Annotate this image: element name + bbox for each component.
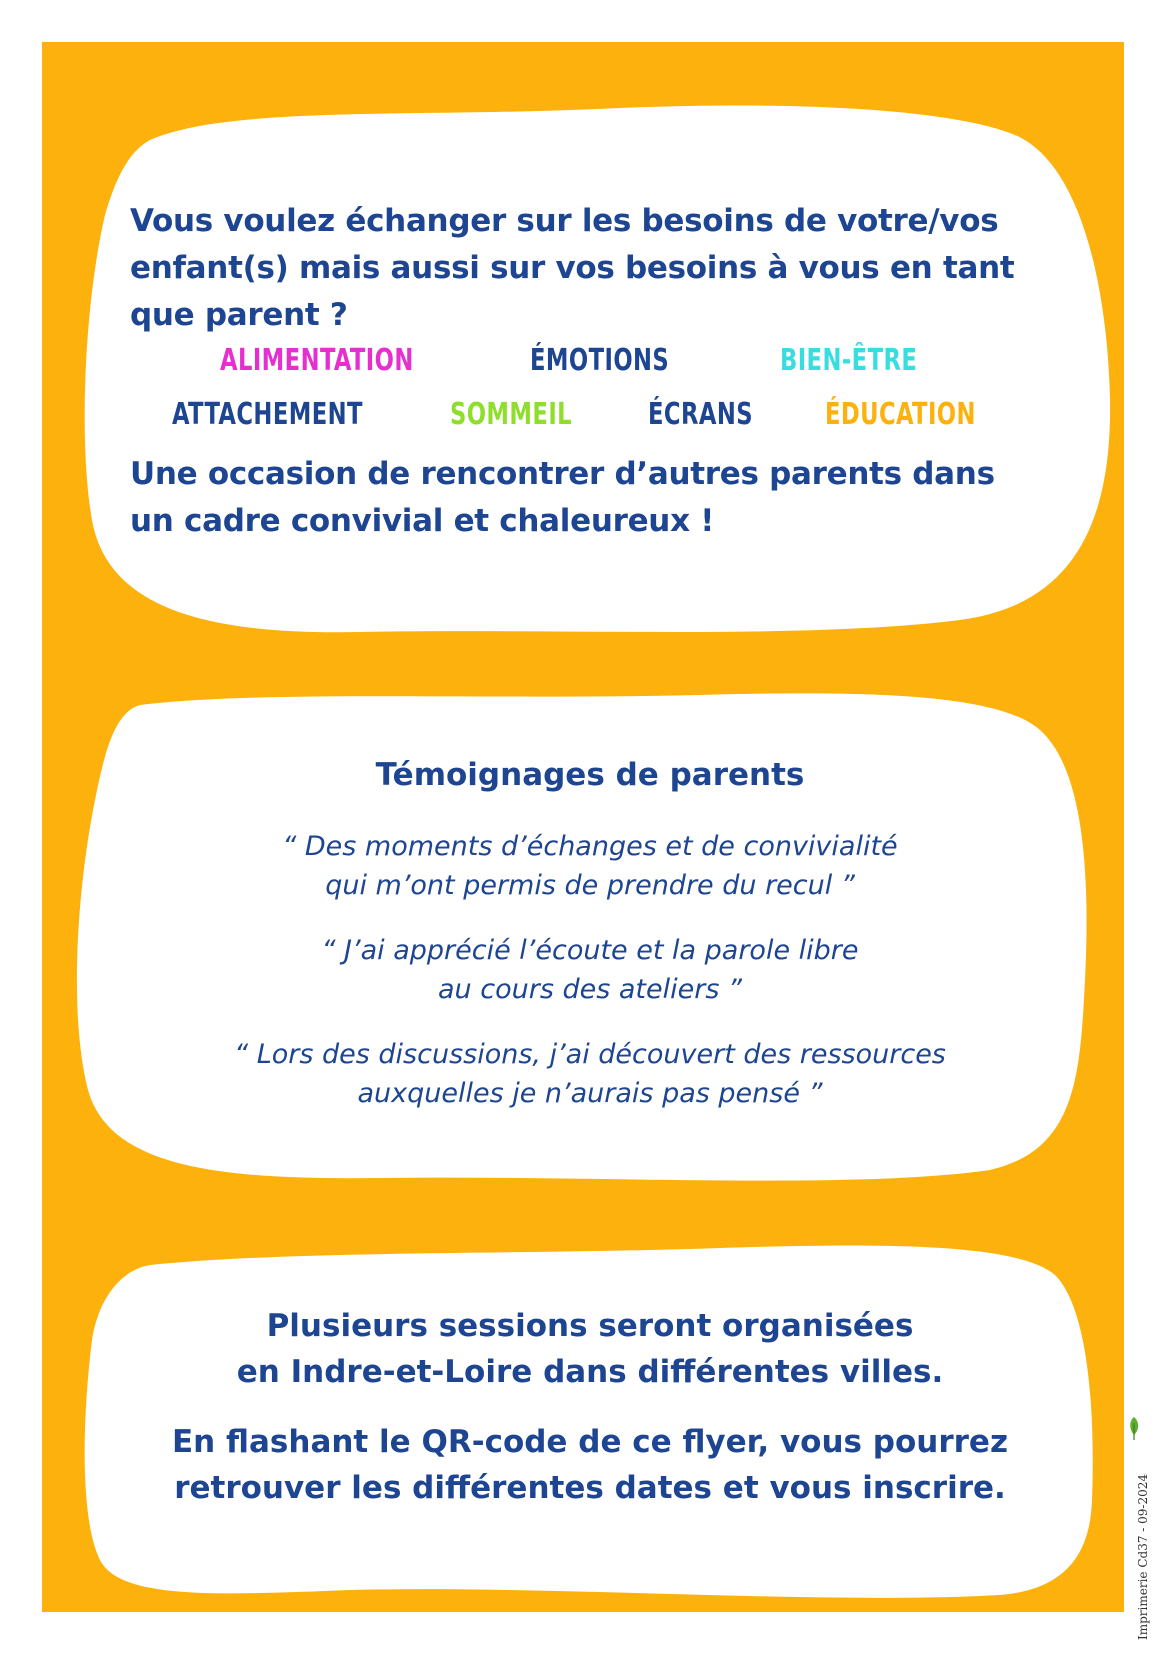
quote-1-line-1: “ Des moments d’échanges et de convivialité (282, 831, 898, 862)
keyword-alimentation: ALIMENTATION (220, 343, 414, 378)
testimonial-quote-1 (130, 827, 1050, 905)
intro-section (130, 198, 1030, 545)
quote-3-line-1: “ Lors des discussions, j’ai découvert des ressources (234, 1039, 946, 1070)
quote-3-line-2: auxquelles je n’aurais pas pensé ” (357, 1078, 823, 1109)
testimonial-quote-3 (130, 1035, 1050, 1113)
keywords-row-1 (130, 343, 1030, 397)
sessions-line-2: en Indre-et-Loire dans différentes villes. (236, 1354, 944, 1390)
testimonial-quote-2 (130, 931, 1050, 1009)
keyword-ecrans: ÉCRANS (648, 397, 753, 432)
testimonials-title: Témoignages de parents (375, 757, 805, 793)
testimonials-section (130, 755, 1050, 1139)
qr-code-info (130, 1419, 1050, 1511)
intro-question: Vous voulez échanger sur les besoins de votre/vos enfant(s) mais aussi sur vos besoins à vous en tant que parent ? (130, 203, 1015, 333)
keyword-education: ÉDUCATION (825, 397, 976, 432)
quote-1-line-2: qui m’ont permis de prendre du recul ” (325, 870, 855, 901)
intro-closing: Une occasion de rencontrer d’autres parents dans un cadre convivial et chaleureux ! (130, 456, 995, 539)
keyword-sommeil: SOMMEIL (450, 397, 573, 432)
imprint-credit: Imprimerie Cd37 - 09-2024 (1136, 1473, 1150, 1640)
keyword-emotions: ÉMOTIONS (530, 343, 670, 378)
sessions-info (130, 1303, 1050, 1395)
keyword-attachement: ATTACHEMENT (172, 397, 363, 432)
sessions-line-1: Plusieurs sessions seront organisées (266, 1308, 914, 1344)
keywords-row-2 (130, 397, 1030, 451)
quote-2-line-2: au cours des ateliers ” (438, 974, 742, 1005)
imprim-vert-leaf-icon (1126, 1415, 1142, 1441)
keyword-bien-etre: BIEN-ÊTRE (780, 343, 918, 378)
sessions-section (130, 1303, 1050, 1535)
qr-line-2: retrouver les différentes dates et vous inscrire. (174, 1470, 1006, 1506)
quote-2-line-1: “ J’ai apprécié l’écoute et la parole libre (321, 935, 859, 966)
qr-line-1: En flashant le QR-code de ce flyer, vous pourrez (171, 1424, 1008, 1460)
